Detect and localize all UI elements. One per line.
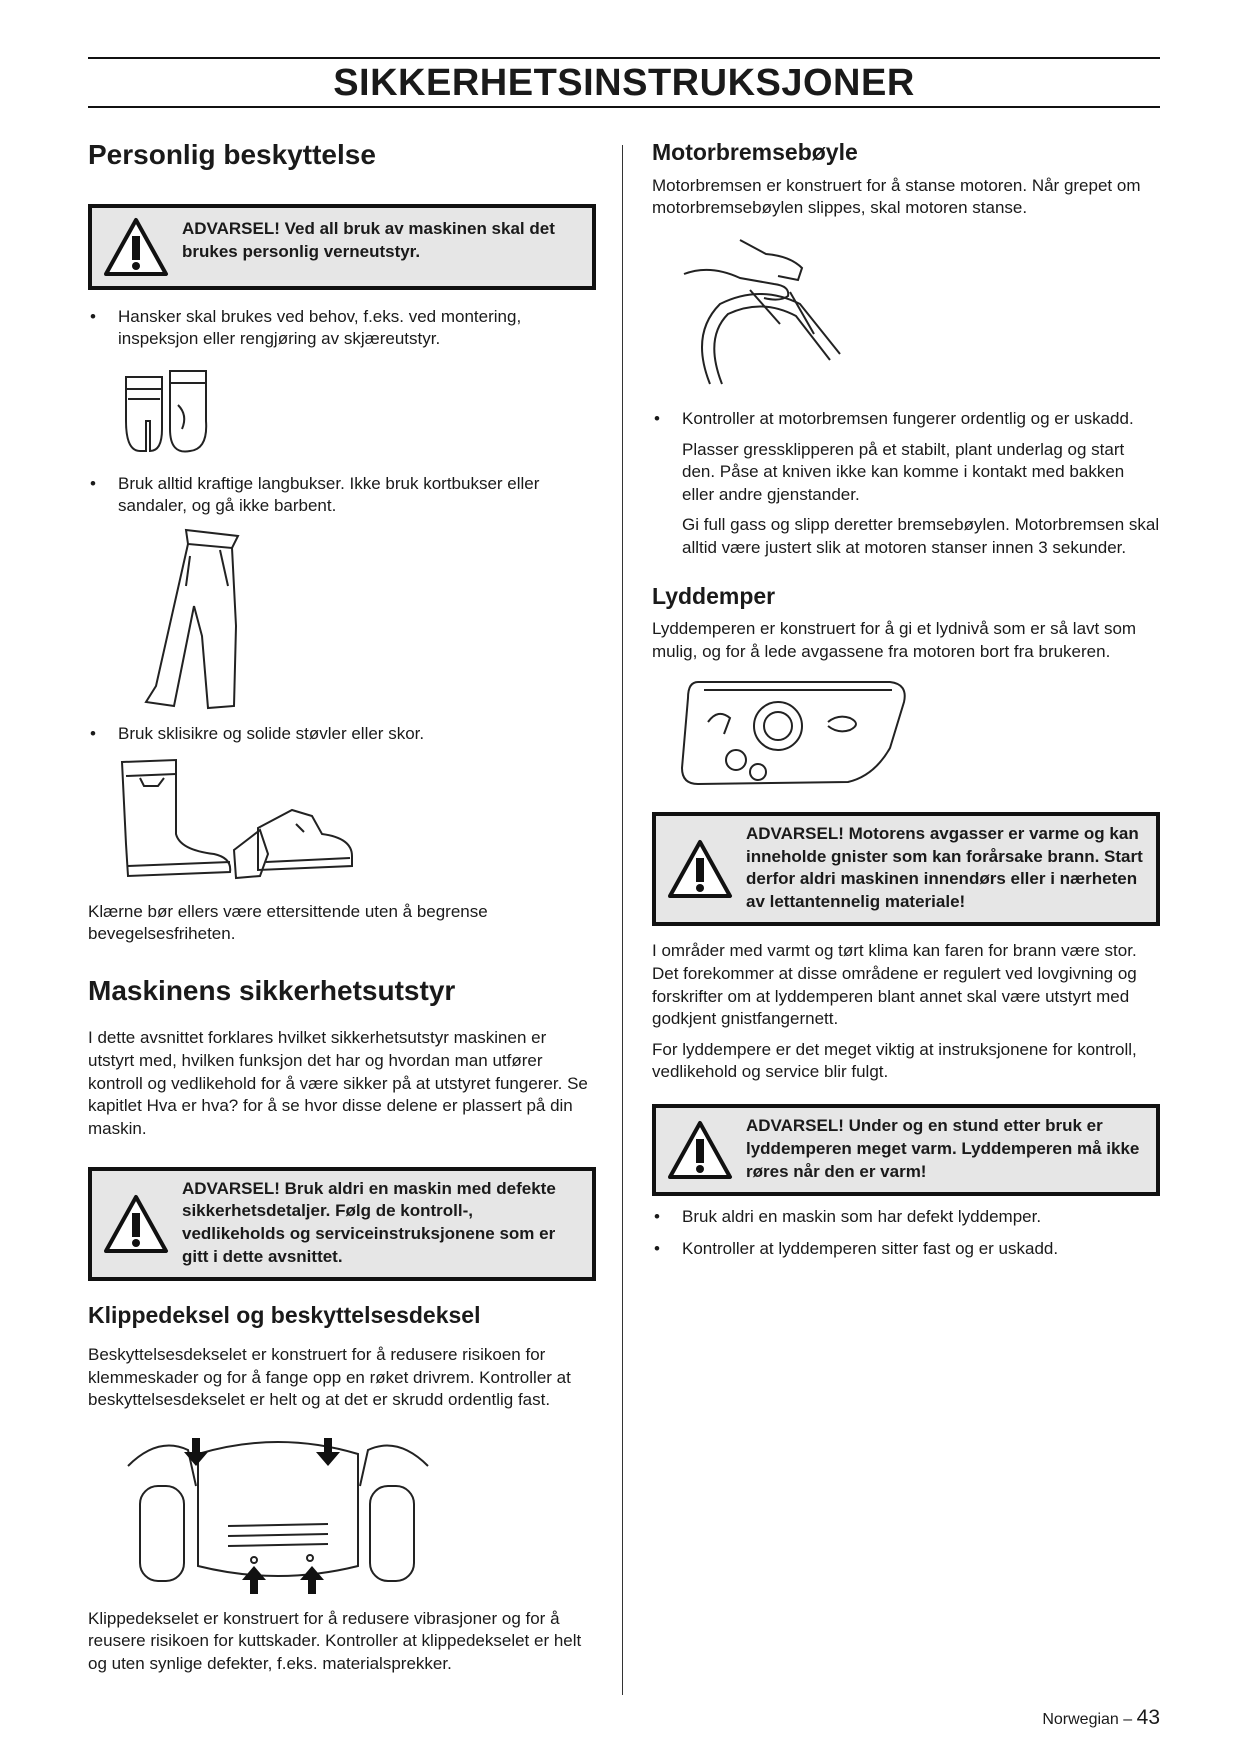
- brake-handle-illustration: [680, 234, 850, 394]
- machine-heading: Maskinens sikkerhetsutstyr: [88, 974, 456, 1006]
- warning-triangle-icon: [666, 1119, 734, 1181]
- warning-triangle-icon: [102, 216, 170, 278]
- page-title: SIKKERHETSINSTRUKSJONER: [333, 62, 915, 104]
- bullet-trousers-text: Bruk alltid kraftige langbukser. Ikke bruk kortbukser eller sandaler, og gå ikke barbent.: [118, 473, 540, 516]
- personal-warning-box: [88, 204, 596, 290]
- brake-text: Motorbremsen er konstruert for å stanse motoren. Når grepet om motorbremsebøylen slippes, skal motoren stanse.: [652, 175, 1141, 218]
- bullet-trousers: • Bruk alltid kraftige langbukser. Ikke bruk kortbukser eller sandaler, og gå ikke barbent.: [90, 473, 540, 516]
- column-divider: [622, 145, 623, 1695]
- brake-sub-2: Gi full gass og slipp deretter bremsebøylen. Motorbremsen skal alltid være justert slik at motoren stanser innen 3 sekunder.: [682, 515, 1160, 558]
- personal-warning-text: ADVARSEL! Ved all bruk av maskinen skal det brukes personlig verneutstyr.: [182, 218, 555, 261]
- brake-bullet: • Kontroller at motorbremsen fungerer ordentlig og er uskadd.: [654, 408, 1134, 428]
- bullet-boots: • Bruk sklisikre og solide støvler eller skor.: [90, 724, 425, 744]
- brake-heading: Motorbremsebøyle: [652, 139, 858, 165]
- muffler-text-2: I områder med varmt og tørt klima kan faren for brann være stor. Det forekommer at disse områdene er regulert ved lovgivning og forskrifter om at lyddemperen blant annet skal være utstyrt med godkjent gnistfangernett.: [652, 941, 1137, 1029]
- header-rule-bottom: [88, 106, 1160, 108]
- muffler-bullet-1-text: Bruk aldri en maskin som har defekt lyddemper.: [682, 1206, 1042, 1226]
- bullet-gloves-text: Hansker skal brukes ved behov, f.eks. ved montering, inspeksjon eller rengjøring av skjæreutstyr.: [118, 306, 522, 349]
- machine-warning-box: [88, 1167, 596, 1282]
- gloves-illustration: [118, 359, 218, 459]
- machine-intro: I dette avsnittet forklares hvilket sikkerhetsutstyr maskinen er utstyrt med, hvilken funksjon det har og hvordan man utfører kontroll og vedlikehold for å være sikker på at utstyret fungerer. Se kapitlet Hva er hva? for å se hvor disse delene er plassert på din maskin.: [88, 1028, 588, 1138]
- brake-bullet-text: Kontroller at motorbremsen fungerer ordentlig og er uskadd.: [682, 408, 1134, 428]
- cutting-deck-illustration: [118, 1426, 438, 1596]
- clothing-note: Klærne bør ellers være ettersittende uten å begrense bevegelsesfriheten.: [88, 901, 488, 944]
- muffler-warning-box-2: [652, 1104, 1160, 1196]
- warning-triangle-icon: [102, 1193, 170, 1255]
- warning-triangle-icon: [666, 838, 734, 900]
- deck-text-2: Klippedekselet er konstruert for å redusere vibrasjoner og for å reusere risikoen for kuttskader. Kontroller at klippedekselet er helt og uten synlige defekter, f.eks. materialsprekker.: [88, 1608, 582, 1674]
- personal-heading: Personlig beskyttelse: [88, 139, 376, 170]
- muffler-warning-2-text: ADVARSEL! Under og en stund etter bruk er lyddemperen meget varm. Lyddemperen må ikke røres når den er varm!: [746, 1116, 1140, 1181]
- footer-dash: –: [1123, 1711, 1133, 1728]
- deck-text-1: Beskyttelsesdekselet er konstruert for å redusere risikoen for klemmeskader og for å fange opp en røket drivrem. Kontroller at beskyttelsesdekselet er helt og at det er skrudd ordentlig fast.: [88, 1345, 571, 1410]
- right-column: [652, 138, 1160, 1269]
- muffler-heading: Lyddemper: [652, 582, 776, 609]
- muffler-bullet-1: • Bruk aldri en maskin som har defekt lyddemper.: [654, 1206, 1042, 1226]
- left-column: [88, 138, 596, 1684]
- muffler-bullet-2-text: Kontroller at lyddemperen sitter fast og er uskadd.: [682, 1239, 1059, 1259]
- page-footer: [1042, 1706, 1160, 1730]
- muffler-warning-1-text: ADVARSEL! Motorens avgasser er varme og kan inneholde gnister som kan forårsake brann. Start derfor aldri maskinen innendørs eller i nærheten av lettantennelig materiale!: [746, 823, 1143, 912]
- muffler-text-3: For lyddempere er det meget viktig at instruksjonene for kontroll, vedlikehold og service blir fulgt.: [652, 1039, 1137, 1082]
- deck-heading: Klippedeksel og beskyttelsesdeksel: [88, 1302, 481, 1329]
- muffler-bullet-2: • Kontroller at lyddemperen sitter fast og er uskadd.: [654, 1239, 1059, 1259]
- trousers-illustration: [116, 526, 256, 711]
- muffler-warning-box-1: [652, 812, 1160, 927]
- muffler-illustration: [678, 672, 918, 792]
- page-number: 43: [1136, 1706, 1160, 1729]
- brake-sub-1: Plasser gressklipperen på et stabilt, plant underlag og start den. Påse at kniven ikke kan komme i kontakt med bakken eller andre gjenstander.: [682, 439, 1125, 504]
- boots-illustration: [114, 754, 364, 889]
- machine-warning-text: ADVARSEL! Bruk aldri en maskin med defekte sikkerhetsdetaljer. Følg de kontroll-, vedlikeholds og serviceinstruksjonene som er gitt i dette avsnittet.: [182, 1178, 556, 1267]
- muffler-text: Lyddemperen er konstruert for å gi et lydnivå som er så lavt som mulig, og for å lede avgassene fra motoren bort fra brukeren.: [652, 619, 1137, 661]
- bullet-boots-text: Bruk sklisikre og solide støvler eller skor.: [118, 724, 425, 744]
- header-rule-top: [88, 57, 1160, 59]
- bullet-gloves: • Hansker skal brukes ved behov, f.eks. ved montering, inspeksjon eller rengjøring av skjæreutstyr.: [90, 306, 522, 349]
- footer-language: Norwegian: [1042, 1711, 1119, 1728]
